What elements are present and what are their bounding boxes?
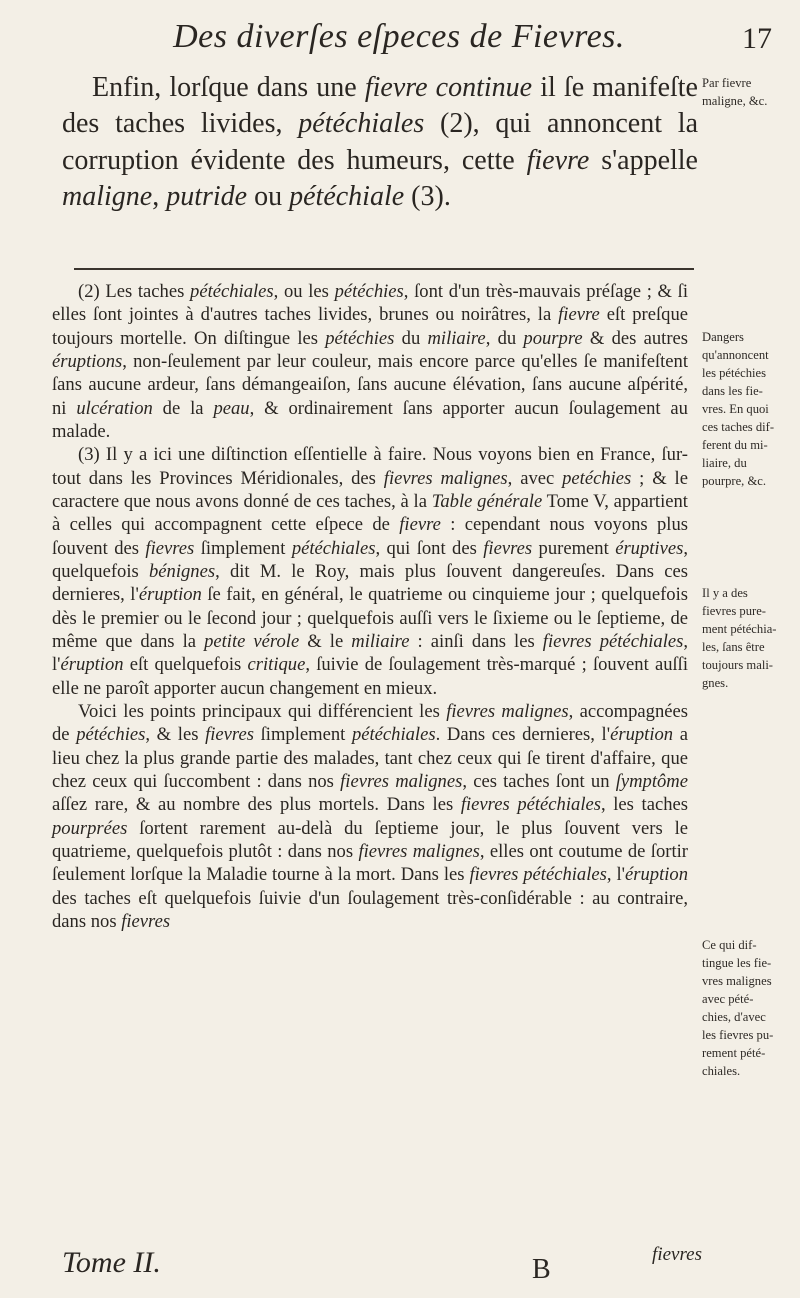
note-text: & le — [299, 630, 352, 652]
main-text-italic: fievre continue — [364, 72, 533, 103]
note-italic: fievres pétéchiales — [542, 630, 684, 652]
main-text-italic: fievre — [526, 144, 590, 176]
volume-label: Tome II. — [62, 1246, 161, 1279]
margin-line: ces taches dif- — [702, 420, 775, 434]
margin-line: rement pété- — [702, 1046, 766, 1060]
margin-note-dangers — [702, 328, 798, 490]
note-text: : cependant nous voyons plus ſouvent des — [52, 514, 688, 559]
margin-line: Il y a des — [702, 586, 748, 600]
note-italic: fievres malignes — [383, 467, 508, 489]
main-text-span: Enfin, lorſque dans une — [92, 72, 365, 103]
margin-line: les, ſans être — [702, 640, 765, 654]
margin-line: gnes. — [702, 676, 729, 690]
margin-line: les fievres pu- — [702, 1028, 774, 1042]
note-italic: pétéchiales — [190, 281, 274, 302]
margin-line: avec pété- — [702, 992, 754, 1006]
note-text: , avec — [507, 467, 563, 489]
note-italic: fievres malignes — [340, 770, 463, 792]
note-text: , l' — [52, 630, 689, 676]
main-text-italic: maligne — [62, 181, 153, 213]
note-text: Tome V, appartient à celles qui accompagnent cette eſpece de — [52, 490, 688, 536]
note-text: , ſont d'un très-mauvais préſage ; & ſi elles ſont jointes à d'autres taches livides, brunes ou noirâtres, la — [52, 281, 689, 326]
main-text-italic: pétéchiale — [289, 181, 405, 213]
note-italic: pétéchiales — [351, 724, 436, 746]
signature-mark: B — [532, 1254, 551, 1285]
note-text: Voici les points principaux qui différencient les — [78, 700, 447, 722]
note-text: (3) Il y a ici une diſtinction eſſentielle à faire. Nous voyons bien en France, ſur-tout dans les Provinces Méridionales, des — [52, 444, 688, 489]
main-text-span: (2), qui annoncent la corruption évidente des humeurs, cette — [62, 108, 698, 176]
note-italic: pétéchies — [325, 327, 395, 349]
note-italic: pétéchiales — [291, 537, 376, 559]
note-text: (2) Les taches — [78, 281, 191, 302]
note-text: des taches eſt quelquefois ſuivie d'un ſoulagement très-conſidérable : au contraire, dans nos — [52, 887, 688, 932]
note-italic: éruptives — [615, 537, 684, 559]
note-text: & des autres — [582, 327, 689, 349]
note-text: , du — [485, 327, 524, 349]
margin-line: vres. En quoi — [702, 402, 769, 416]
page-header — [96, 16, 772, 68]
page-footer — [62, 1240, 702, 1296]
note-text: , ces taches ſont un — [462, 770, 616, 792]
note-italic: fievres — [145, 537, 195, 559]
note-text: , l' — [606, 864, 625, 886]
note-italic: bénignes — [148, 560, 216, 582]
main-text-italic: putride — [166, 181, 248, 213]
note-text: aſſez rare, & au nombre des plus mortels. Dans les — [52, 794, 461, 816]
note-italic: fievres malignes — [446, 700, 569, 722]
note-italic: éruption — [624, 864, 688, 886]
note-text: eſt preſque toujours mortelle. On diſtingue les — [52, 304, 688, 349]
note-italic: fievre — [558, 304, 600, 326]
note-italic: pourprées — [52, 817, 128, 839]
note-italic: pourpre — [523, 327, 583, 349]
note-text: ſimplement — [194, 537, 292, 559]
margin-line: Ce qui dif- — [702, 938, 757, 952]
note-italic: peau — [213, 397, 250, 419]
note-italic: fievres pétéchiales — [460, 794, 601, 816]
page-number: 17 — [742, 22, 772, 55]
note-italic: éruption — [138, 584, 202, 606]
note-italic: petite vérole — [204, 630, 300, 652]
note-text: , ſuivie de ſoulagement très-marqué ; ſouvent auſſi elle ne paroît apporter aucun changement en mieux. — [52, 654, 688, 699]
main-text-italic: pétéchiales — [298, 108, 425, 140]
note-italic: miliaire — [351, 630, 410, 652]
note-italic: éruption — [610, 724, 674, 746]
note-italic: ſymptôme — [615, 770, 688, 792]
margin-line: liaire, du — [702, 456, 747, 470]
margin-line: toujours mali- — [702, 658, 774, 672]
note-text: purement — [532, 537, 616, 559]
note-text: , accompagnées de — [52, 700, 688, 746]
note-italic: pétéchies — [76, 724, 146, 746]
note-text: , quelquefois — [52, 537, 688, 582]
note-text: . Dans ces dernieres, l' — [435, 724, 611, 746]
note-italic: petéchies — [562, 467, 632, 489]
margin-line: dans les fie- — [702, 384, 763, 398]
note-italic: critique — [247, 654, 306, 676]
note-italic: fievres malignes — [358, 840, 480, 862]
footnote-3-continued — [52, 700, 688, 933]
note-italic: fievres — [483, 537, 533, 559]
note-text: eſt quelquefois — [123, 654, 248, 676]
margin-line: pourpre, &c. — [702, 474, 766, 488]
main-text-span: , — [152, 181, 167, 213]
note-italic: Table générale — [431, 490, 543, 512]
note-text: , qui ſont des — [375, 537, 484, 559]
note-text: , & ordinairement ſans apporter aucun ſoulagement au malade. — [52, 397, 688, 442]
note-text: , & les — [145, 724, 206, 746]
margin-line: chiales. — [702, 1064, 741, 1078]
margin-line: chies, d'avec — [702, 1010, 766, 1024]
note-italic: fievres — [121, 910, 171, 932]
footnotes — [52, 280, 688, 933]
margin-line: ferent du mi- — [702, 438, 768, 452]
note-text: a lieu chez la plus grande partie des malades, tant chez ceux qui ſe tirent d'affaire, que chez ceux qui ſuccombent : dans nos — [52, 724, 688, 792]
footnote-2 — [52, 280, 688, 443]
margin-line: tingue les fie- — [702, 956, 772, 970]
note-text: ſimplement — [253, 724, 352, 746]
note-text: , dit M. le Roy, mais plus ſouvent dangereuſes. Dans ces dernieres, l' — [52, 560, 688, 606]
margin-line: Par fievre — [702, 76, 752, 90]
note-italic: pétéchies — [334, 281, 404, 302]
note-italic: miliaire — [427, 327, 486, 349]
note-text: : ainſi dans les — [409, 630, 543, 652]
note-italic: fievre — [399, 514, 441, 536]
note-text: ſe fait, en général, le quatrieme ou cinquieme jour ; quelquefois dès le premier ou le ſecond jour ; quelquefois auſſi vers le ſixieme ou le ſeptieme, de même que dans la — [52, 584, 689, 652]
note-italic: éruptions — [52, 350, 123, 372]
note-text: du — [394, 327, 428, 349]
margin-line: qu'annoncent — [702, 348, 769, 362]
footnote-3 — [52, 443, 688, 700]
margin-line: vres malignes — [702, 974, 772, 988]
note-italic: ulcération — [76, 397, 153, 419]
margin-note-distinction — [702, 936, 798, 1080]
margin-line: maligne, &c. — [702, 94, 768, 108]
margin-line: ment pétéchia- — [702, 622, 777, 636]
catchword: fievres — [652, 1244, 702, 1265]
footnote-divider — [74, 268, 694, 270]
margin-line: les pétéchies — [702, 366, 766, 380]
note-text: , ou les — [273, 281, 335, 302]
note-text: , elles ont coutume de ſortir ſeulement lorſque la Maladie tourne à la mort. Dans les — [52, 840, 688, 886]
note-text: , les taches — [600, 794, 688, 816]
margin-line: Dangers — [702, 330, 744, 344]
note-text: , non-ſeulement par leur couleur, mais encore parce qu'elles ſe manifeſtent ſans aucune ardeur, ſans démangeaiſon, ſans aucune élévation, ſans aucune aſpérité, ni — [52, 350, 688, 419]
margin-note-fievre-maligne — [702, 74, 798, 110]
note-italic: fievres — [205, 724, 254, 746]
main-text-span: s'appelle — [589, 144, 698, 176]
note-text: ; & le caractere que nous avons donné de ces taches, à la — [52, 467, 688, 512]
margin-note-fievres-petechiales — [702, 584, 798, 692]
main-paragraph — [62, 70, 698, 216]
note-italic: fievres pétéchiales — [469, 864, 607, 886]
note-text: ſortent rarement au-delà du ſeptieme jour, le plus ſouvent vers le quatrieme, quelquefois plutôt : dans nos — [52, 817, 688, 862]
main-text-span: (3). — [404, 181, 451, 213]
note-italic: éruption — [60, 654, 124, 676]
running-title: Des diverſes eſpeces de Fievres. — [173, 18, 625, 55]
main-text-span: il ſe manifeſte des taches livides, — [62, 72, 698, 140]
note-text: de la — [152, 397, 214, 419]
margin-line: fievres pure- — [702, 604, 766, 618]
main-text-span: ou — [247, 181, 290, 213]
